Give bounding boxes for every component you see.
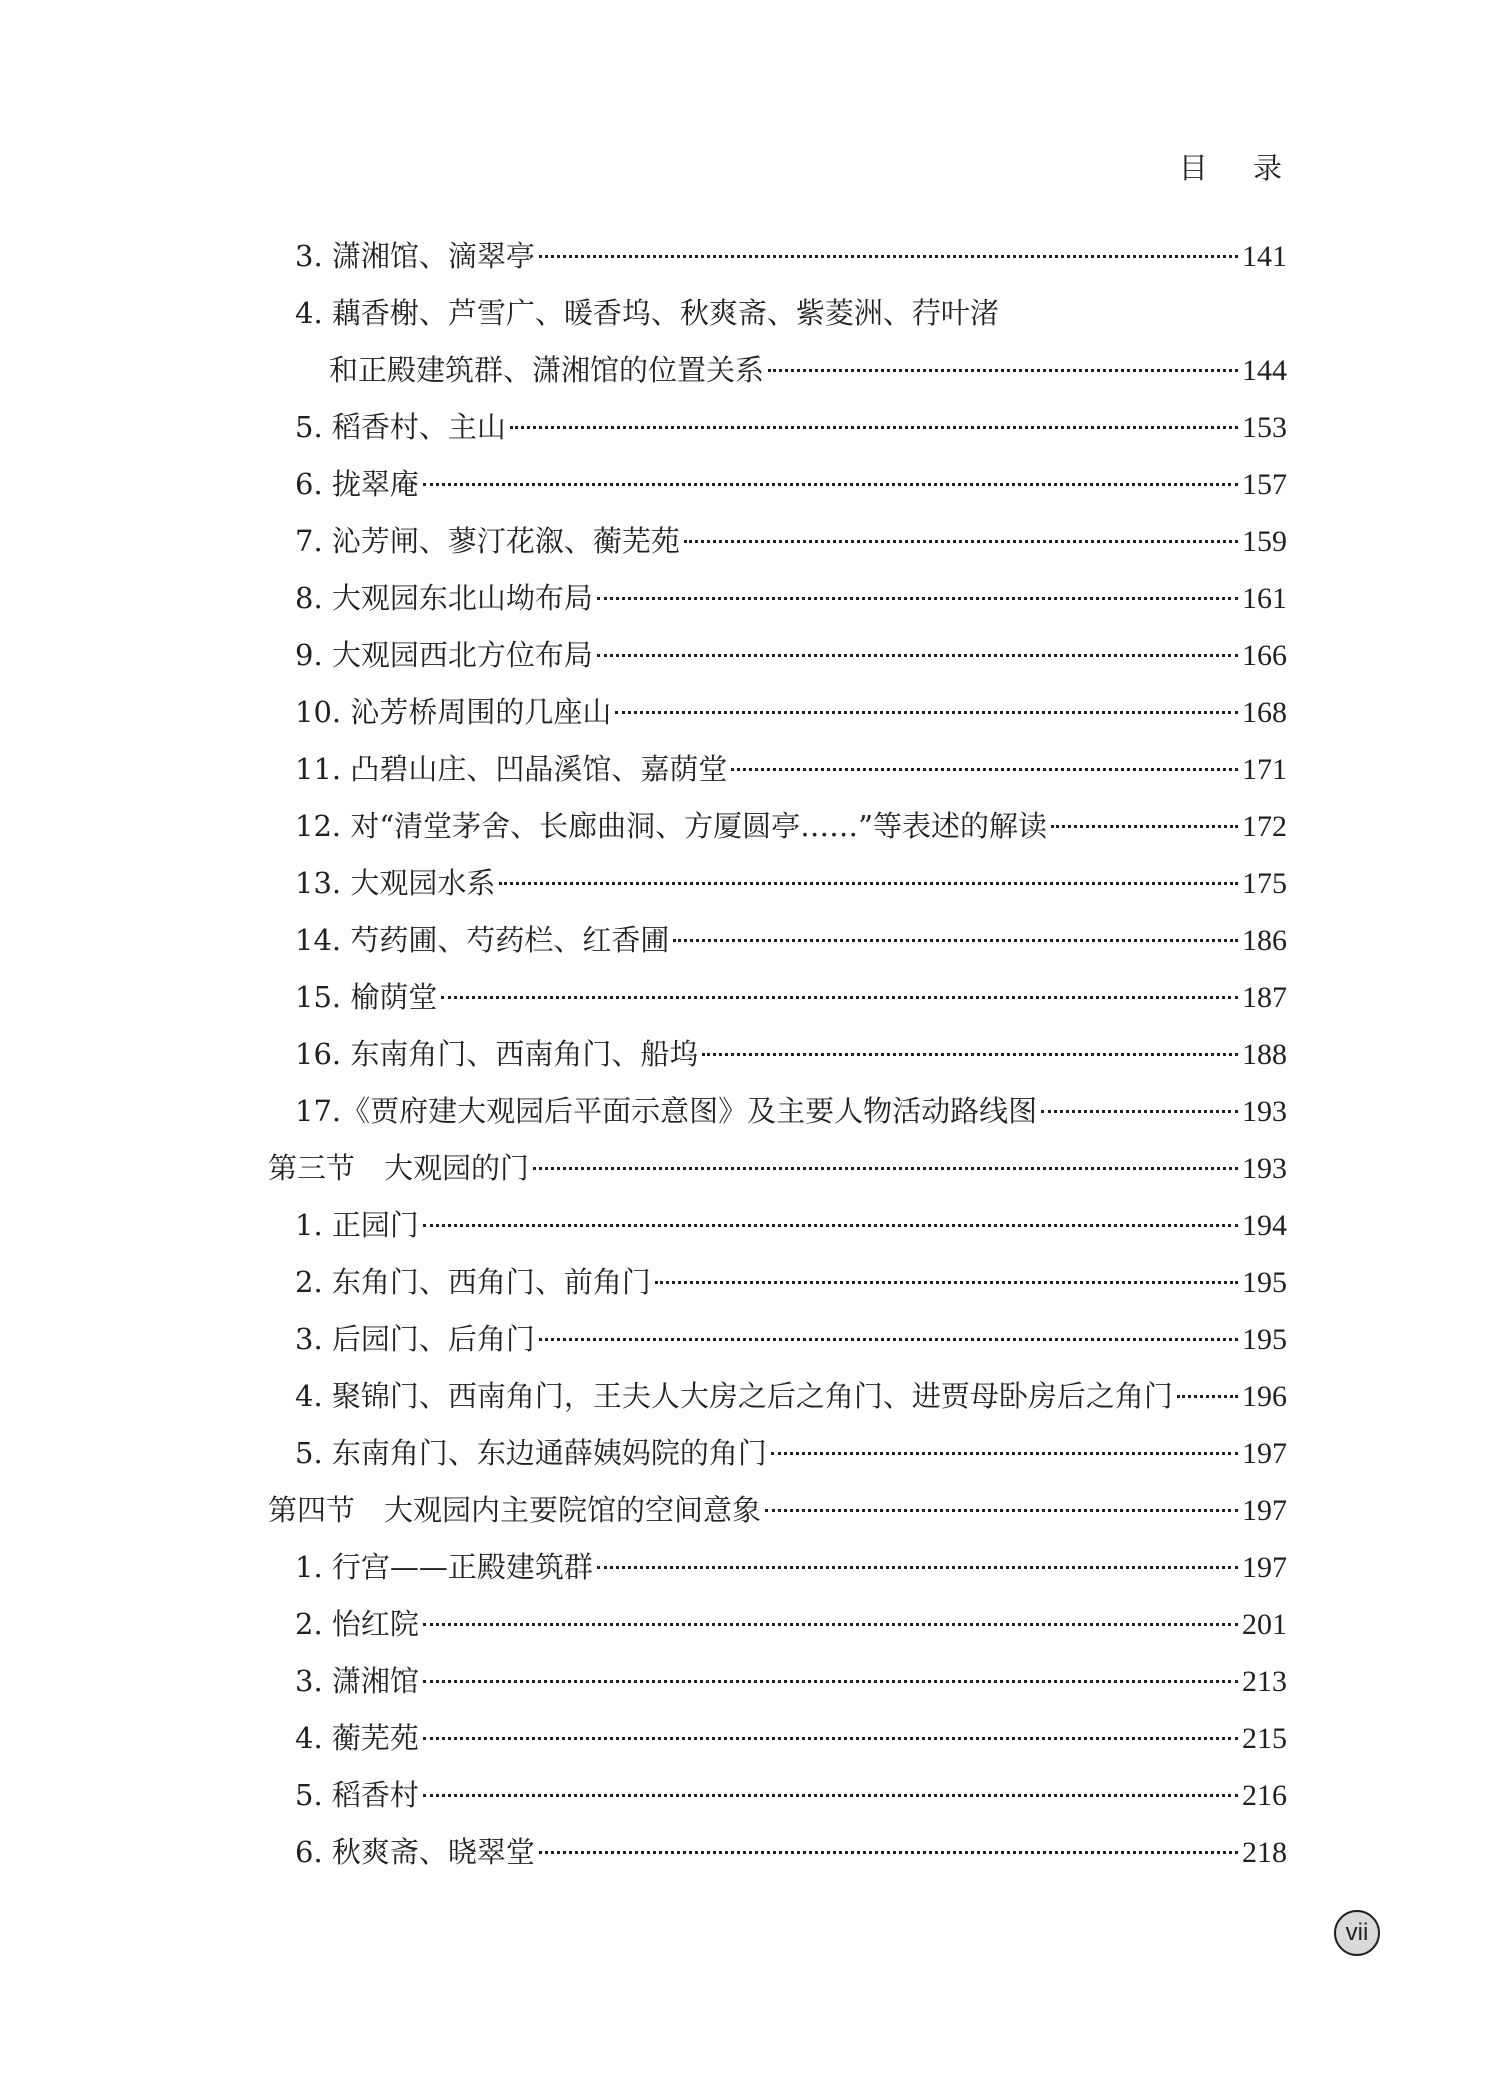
dot-leader: [533, 1167, 1238, 1170]
toc-entry-title: 11. 凸碧山庄、凹晶溪馆、嘉荫堂: [295, 752, 728, 786]
dot-leader: [615, 711, 1238, 714]
toc-page-number: 159: [1242, 525, 1287, 558]
dot-leader: [1051, 825, 1238, 828]
toc-entry[interactable]: [0, 1083, 1500, 1140]
toc-entry-title: 14. 芍药圃、芍药栏、红香圃: [295, 923, 670, 957]
dot-leader: [702, 1053, 1238, 1056]
dot-leader: [765, 1509, 1238, 1512]
toc-entry-title: 第三节 大观园的门: [268, 1151, 530, 1185]
dot-leader: [1177, 1395, 1238, 1398]
toc-entry[interactable]: [0, 1539, 1500, 1596]
dot-leader: [597, 597, 1238, 600]
dot-leader: [423, 1680, 1238, 1683]
toc-section-heading[interactable]: [0, 1482, 1500, 1539]
toc-entry-title: 3. 潇湘馆: [295, 1664, 419, 1698]
toc-entry-title: 10. 沁芳桥周围的几座山: [295, 695, 612, 729]
dot-leader: [597, 1566, 1238, 1569]
toc-entry-title: 12. 对“清堂茅舍、长廊曲洞、方厦圆亭……”等表述的解读: [295, 809, 1047, 843]
running-head: 目 录: [1178, 151, 1300, 185]
toc-page-number: 144: [1242, 354, 1287, 387]
toc-entry-title: 2. 东角门、西角门、前角门: [295, 1265, 651, 1299]
toc-entry[interactable]: [0, 1824, 1500, 1881]
toc-page-number: 213: [1242, 1665, 1287, 1698]
toc-page-number: 197: [1242, 1551, 1287, 1584]
toc-page-number: 201: [1242, 1608, 1287, 1641]
dot-leader: [768, 369, 1238, 372]
toc-entry-title: 1. 行宫——正殿建筑群: [295, 1550, 593, 1584]
toc-entry-title: 16. 东南角门、西南角门、船坞: [295, 1037, 699, 1071]
toc-page-number: 141: [1242, 240, 1287, 273]
toc-entry-title: 6. 秋爽斋、晓翠堂: [295, 1835, 535, 1869]
toc-entry-title: 5. 稻香村、主山: [295, 410, 506, 444]
toc-entry[interactable]: [0, 1026, 1500, 1083]
toc-page-number: 197: [1242, 1437, 1287, 1470]
toc-entry[interactable]: [0, 1710, 1500, 1767]
toc-entry-title: 和正殿建筑群、潇湘馆的位置关系: [329, 353, 765, 387]
toc-entry-title: 6. 拢翠庵: [295, 467, 419, 501]
toc-page-number: 172: [1242, 810, 1287, 843]
toc-page-number: 193: [1242, 1152, 1287, 1185]
toc-entry-title: 17.《贾府建大观园后平面示意图》及主要人物活动路线图: [295, 1094, 1038, 1128]
dot-leader: [731, 768, 1238, 771]
toc-entry[interactable]: [0, 1425, 1500, 1482]
toc-page-number: 195: [1242, 1323, 1287, 1356]
dot-leader: [539, 1851, 1238, 1854]
toc-entry-title: 2. 怡红院: [295, 1607, 419, 1641]
dot-leader: [423, 1737, 1238, 1740]
toc-page-number: 161: [1242, 582, 1287, 615]
toc-entry-title: 5. 稻香村: [295, 1778, 419, 1812]
toc-entry[interactable]: [0, 1311, 1500, 1368]
dot-leader: [539, 1338, 1238, 1341]
toc-entry-title: 1. 正园门: [295, 1208, 419, 1242]
toc-entry[interactable]: [0, 513, 1500, 570]
toc-page-number: 171: [1242, 753, 1287, 786]
dot-leader: [499, 882, 1238, 885]
dot-leader: [441, 996, 1238, 999]
toc-page-number: 157: [1242, 468, 1287, 501]
toc-page-number: 197: [1242, 1494, 1287, 1527]
toc-page-number: 168: [1242, 696, 1287, 729]
toc-entry[interactable]: [0, 228, 1500, 285]
toc-entry[interactable]: [0, 969, 1500, 1026]
toc-section-heading[interactable]: [0, 1140, 1500, 1197]
toc-entry[interactable]: [0, 1596, 1500, 1653]
toc-entry-title: 3. 后园门、后角门: [295, 1322, 535, 1356]
dot-leader: [1041, 1110, 1238, 1113]
toc-entry[interactable]: [0, 855, 1500, 912]
toc-entry[interactable]: [0, 1254, 1500, 1311]
toc-entry-title: 4. 蘅芜苑: [295, 1721, 419, 1755]
toc-entry[interactable]: [0, 912, 1500, 969]
dot-leader: [597, 654, 1238, 657]
dot-leader: [539, 255, 1238, 258]
toc-page-number: 186: [1242, 924, 1287, 957]
dot-leader: [423, 1794, 1238, 1797]
toc-entry-title: 4. 聚锦门、西南角门，王夫人大房之后之角门、进贾母卧房后之角门: [295, 1379, 1173, 1413]
dot-leader: [423, 1623, 1238, 1626]
toc-page-number: 188: [1242, 1038, 1287, 1071]
dot-leader: [655, 1281, 1238, 1284]
toc-entry-title: 15. 榆荫堂: [295, 980, 438, 1014]
toc-page-number: 175: [1242, 867, 1287, 900]
toc-entry-title: 9. 大观园西北方位布局: [295, 638, 593, 672]
toc-entry-title: 第四节 大观园内主要院馆的空间意象: [268, 1493, 762, 1527]
toc-entry-title: 4. 藕香榭、芦雪广、暖香坞、秋爽斋、紫菱洲、荇叶渚: [295, 296, 999, 330]
toc-entry-title: 7. 沁芳闸、蓼汀花溆、蘅芜苑: [295, 524, 680, 558]
toc-entry[interactable]: [0, 399, 1500, 456]
toc-entry[interactable]: [0, 1653, 1500, 1710]
toc-page-number: 218: [1242, 1836, 1287, 1869]
toc-page-number: 216: [1242, 1779, 1287, 1812]
dot-leader: [510, 426, 1238, 429]
toc-page-number: 195: [1242, 1266, 1287, 1299]
toc-entry-title: 3. 潇湘馆、滴翠亭: [295, 239, 535, 273]
toc-entry[interactable]: [0, 1767, 1500, 1824]
toc-entry-title: 8. 大观园东北山坳布局: [295, 581, 593, 615]
dot-leader: [771, 1452, 1238, 1455]
toc-page-number: 196: [1242, 1380, 1287, 1413]
dot-leader: [684, 540, 1238, 543]
toc-entry-title: 5. 东南角门、东边通薛姨妈院的角门: [295, 1436, 767, 1470]
toc-entry[interactable]: [0, 570, 1500, 627]
dot-leader: [423, 483, 1238, 486]
toc-page-number: 166: [1242, 639, 1287, 672]
toc-entry[interactable]: [0, 1368, 1500, 1425]
toc-entry[interactable]: [0, 456, 1500, 513]
page-folio: vii: [1334, 1910, 1380, 1956]
toc-entry[interactable]: [0, 627, 1500, 684]
toc-page-number: 215: [1242, 1722, 1287, 1755]
toc-page-number: 194: [1242, 1209, 1287, 1242]
toc-entry[interactable]: [0, 285, 1500, 342]
dot-leader: [423, 1224, 1238, 1227]
toc-page-number: 193: [1242, 1095, 1287, 1128]
toc-entry[interactable]: [0, 741, 1500, 798]
toc-entry[interactable]: [0, 1197, 1500, 1254]
toc-entry[interactable]: [0, 798, 1500, 855]
toc-entry[interactable]: [0, 684, 1500, 741]
toc-page-number: 187: [1242, 981, 1287, 1014]
toc-page-number: 153: [1242, 411, 1287, 444]
toc-entry-title: 13. 大观园水系: [295, 866, 496, 900]
dot-leader: [673, 939, 1238, 942]
toc-entry-continuation[interactable]: [0, 342, 1500, 399]
